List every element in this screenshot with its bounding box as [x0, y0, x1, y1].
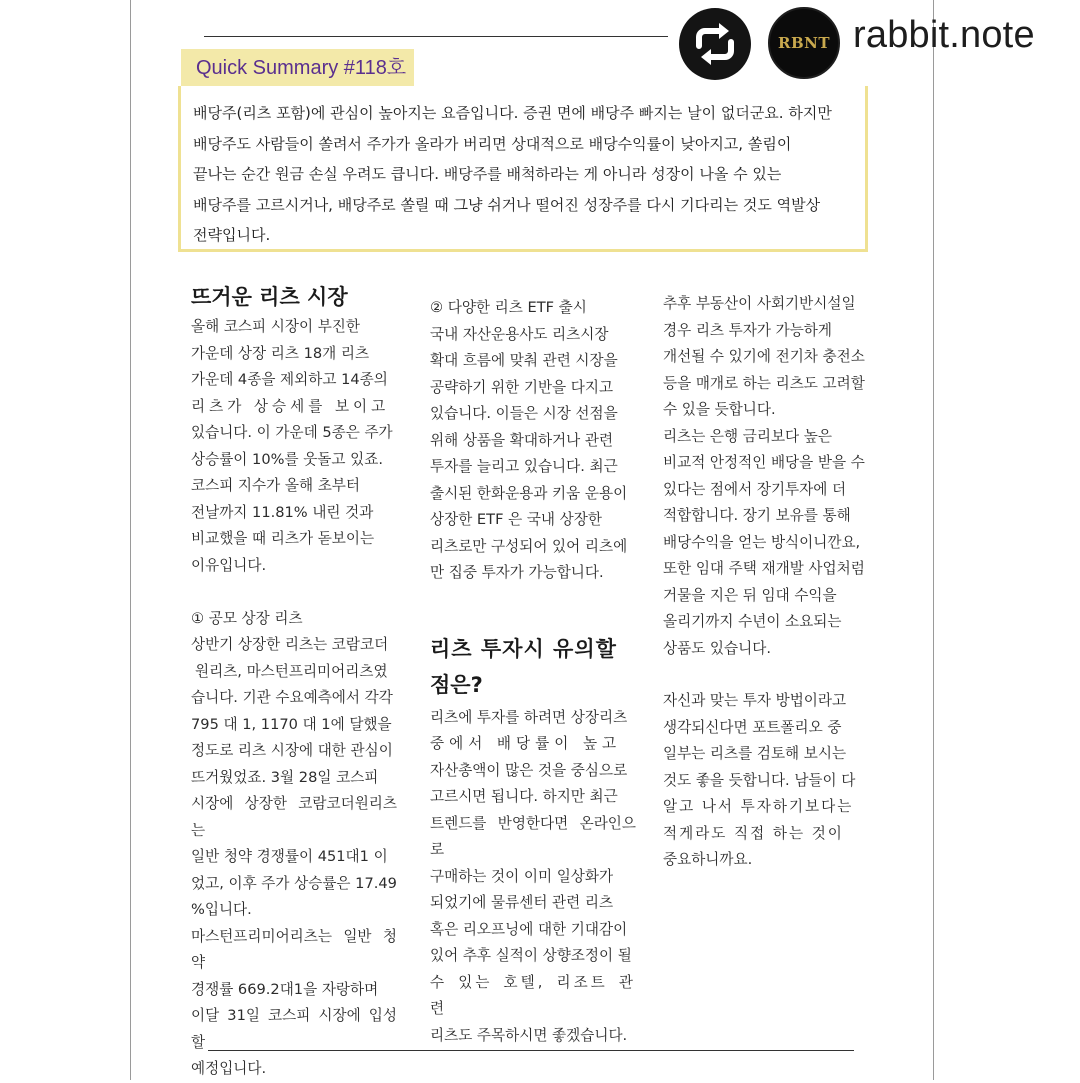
text-line: 적합합니다. 장기 보유를 통해 [663, 507, 851, 524]
text-line: 만 집중 투자가 가능합니다. [430, 564, 604, 581]
text-line: 795 대 1, 1170 대 1에 달했을 [191, 715, 392, 733]
summary-box [178, 86, 868, 252]
text-line: 중요하니까요. [663, 851, 753, 868]
text-line: 알고 나서 투자하기보다는 [663, 798, 854, 815]
text-line: 혹은 리오프닝에 대한 기대감이 [430, 920, 628, 938]
heading-line: 점은? [430, 672, 483, 697]
text-line: 뜨거웠었죠. 3월 28일 코스피 [191, 768, 379, 786]
summary-line: 전략입니다. [193, 226, 271, 244]
text-line: 있습니다. 이들은 시장 선점을 [430, 405, 618, 422]
text-line: 원리츠, 마스턴프리미어리츠였 [195, 662, 388, 680]
text-line: 전날까지 11.81% 내린 것과 [191, 503, 374, 521]
text-line: 되었기에 물류센터 관련 리츠 [430, 894, 614, 911]
text-line: 리츠에 투자를 하려면 상장리츠 [430, 708, 628, 726]
top-rule [204, 36, 668, 37]
subheading-reit-etf: ② 다양한 리츠 ETF 출시 [430, 299, 587, 316]
text-line: 일반 청약 경쟁률이 451대1 이 [191, 848, 388, 865]
text-line: 이유입니다. [191, 556, 267, 574]
text-line: 추후 부동산이 사회기반시설일 [663, 295, 856, 312]
section-heading-cautions [430, 631, 636, 703]
text-line: 리츠가 상승세를 보이고 [191, 397, 390, 415]
summary-line: 배당주(리츠 포함)에 관심이 높아지는 요즘입니다. 증권 면에 배당주 빠지는 날이 없더군요. 하지만 [193, 104, 832, 122]
repost-icon[interactable] [679, 8, 751, 80]
column-1 [191, 282, 397, 1083]
text-line: 경우 리츠 투자가 가능하게 [663, 321, 832, 339]
text-line: 상품도 있습니다. [663, 639, 771, 657]
text-line: 개선될 수 있기에 전기차 충전소 [663, 348, 865, 365]
text-line: 습니다. 기관 수요예측에서 각각 [191, 689, 393, 706]
summary-text [193, 98, 853, 251]
summary-tag: Quick Summary #118호 [181, 49, 414, 87]
logo-text: RBNT [777, 34, 831, 52]
brand-logo[interactable] [768, 7, 840, 79]
text-line: 일부는 리츠를 검토해 보시는 [663, 745, 847, 762]
text-line: 트렌드를 반영한다면 온라인으로 [430, 814, 636, 858]
text-line: 올리기까지 수년이 소요되는 [663, 613, 842, 630]
text-line: 생각되신다면 포트폴리오 중 [663, 718, 842, 736]
text-line: 마스턴프리미어리츠는 일반 청약 [191, 927, 397, 971]
text-line: 이달 31일 코스피 시장에 입성할 [191, 1007, 397, 1051]
summary-line: 끝나는 순간 원금 손실 우려도 큽니다. 배당주를 배척하라는 게 아니라 성장이 나올 수 있는 [193, 165, 782, 183]
paragraph [191, 632, 397, 1083]
paragraph [663, 291, 871, 662]
text-line: 배당수익을 얻는 방식이니깐요, [663, 533, 861, 551]
text-line: 었고, 이후 주가 상승률은 17.49 [191, 874, 397, 892]
text-line: 확대 흐름에 맞춰 관련 시장을 [430, 352, 618, 369]
summary-line: 배당주를 고르시거나, 배당주로 쏠릴 때 그냥 쉬거나 떨어진 성장주를 다시 기다리는 것도 역발상 [193, 195, 821, 214]
text-line: 적게라도 직접 하는 것이 [663, 824, 844, 842]
text-line: 코스피 지수가 올해 초부터 [191, 477, 360, 494]
text-line: 투자를 늘리고 있습니다. 최근 [430, 458, 618, 475]
text-line: 수 있을 듯합니다. [663, 401, 776, 418]
text-line: 자산총액이 많은 것을 중심으로 [430, 761, 628, 779]
summary-line: 배당주도 사람들이 쏠려서 주가가 올라가 버리면 상대적으로 배당수익률이 낮아지고, 쏠림이 [193, 134, 792, 153]
text-line: 상장한 ETF 은 국내 상장한 [430, 511, 602, 528]
text-line: 자신과 맞는 투자 방법이라고 [663, 692, 847, 709]
text-line: 비교적 안정적인 배당을 받을 수 [663, 454, 865, 471]
text-line: 국내 자산운용사도 리츠시장 [430, 325, 609, 343]
page-left-edge [130, 0, 131, 1080]
text-line: 경쟁률 669.2대1을 자랑하며 [191, 980, 379, 998]
text-line: 예정입니다. [191, 1060, 267, 1077]
text-line: 등을 매개로 하는 리츠도 고려할 [663, 374, 865, 392]
text-line: 상승률이 10%를 웃돌고 있죠. [191, 450, 383, 468]
text-line: 올해 코스피 시장이 부진한 [191, 318, 360, 335]
text-line: 구매하는 것이 이미 일상화가 [430, 867, 614, 885]
paragraph [430, 322, 636, 587]
text-line: %입니다. [191, 901, 252, 918]
text-line: 것도 좋을 듯합니다. 남들이 다 [663, 771, 856, 789]
heading-line: 리츠 투자시 유의할 [430, 636, 617, 661]
text-line: 거물을 지은 뒤 임대 수익을 [663, 586, 837, 604]
text-line: 중에서 배당률이 높고 [430, 735, 622, 752]
text-line: 출시된 한화운용과 키움 운용이 [430, 484, 628, 502]
text-line: 위해 상품을 확대하거나 관련 [430, 431, 614, 449]
text-line: 리츠도 주목하시면 좋겠습니다. [430, 1026, 628, 1044]
column-3 [663, 291, 871, 874]
section-heading-hot-reits: 뜨거운 리츠 시장 [191, 285, 348, 309]
text-line: 비교했을 때 리츠가 돋보이는 [191, 530, 375, 547]
text-line: 또한 임대 주택 재개발 사업처럼 [663, 560, 865, 577]
page-right-edge [933, 0, 934, 1080]
text-line: 리츠로만 구성되어 있어 리츠에 [430, 537, 628, 555]
text-line: 있다는 점에서 장기투자에 더 [663, 480, 847, 498]
text-line: 있어 추후 실적이 상향조정이 될 [430, 947, 632, 964]
account-handle[interactable]: rabbit.note [853, 14, 1035, 56]
text-line: 고르시면 됩니다. 하지만 최근 [430, 788, 618, 805]
text-line: 시장에 상장한 코람코더원리츠는 [191, 795, 397, 839]
text-line: 정도로 리츠 시장에 대한 관심이 [191, 742, 393, 759]
text-line: 수 있는 호텔, 리조트 관련 [430, 973, 636, 1017]
paragraph [663, 688, 871, 874]
subheading-public-listing: ① 공모 상장 리츠 [191, 609, 303, 627]
paragraph [430, 705, 636, 1050]
text-line: 가운데 상장 리츠 18개 리츠 [191, 344, 370, 362]
text-line: 상반기 상장한 리츠는 코람코더 [191, 636, 389, 653]
text-line: 가운데 4종을 제외하고 14종의 [191, 371, 388, 388]
text-line: 있습니다. 이 가운데 5종은 주가 [191, 424, 393, 441]
text-line: 리츠는 은행 금리보다 높은 [663, 427, 832, 445]
text-line: 공략하기 위한 기반을 다지고 [430, 378, 614, 396]
column-2 [430, 295, 636, 1049]
paragraph [191, 314, 397, 579]
